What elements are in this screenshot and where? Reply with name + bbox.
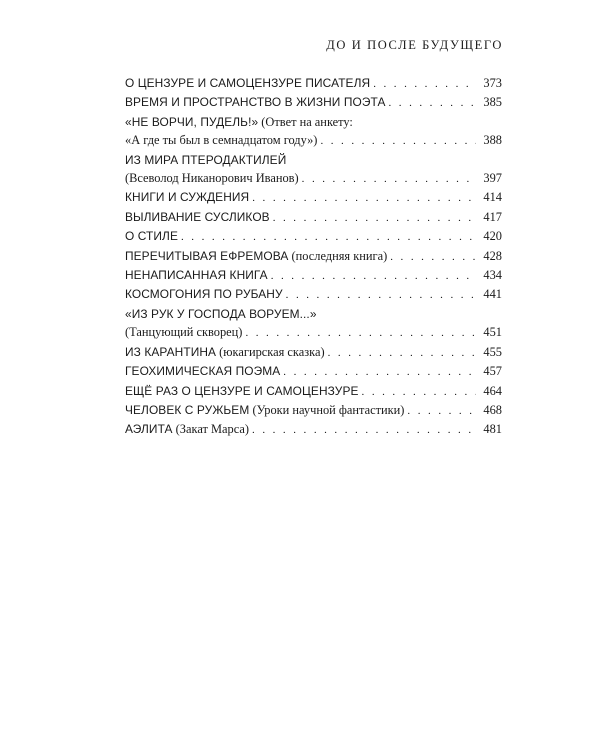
entry-title: ЧЕЛОВЕК С РУЖЬЕМ — [125, 402, 250, 417]
page-number: 451 — [483, 325, 502, 340]
dot-leader — [252, 421, 476, 439]
entry-title: КНИГИ И СУЖДЕНИЯ — [125, 190, 250, 205]
toc-entry[interactable] — [125, 266, 502, 285]
entry-subtitle: (Закат Марса) — [172, 422, 250, 437]
dot-leader — [320, 132, 476, 150]
page-number: 385 — [483, 95, 502, 110]
entry-title: ПЕРЕЧИТЫВАЯ ЕФРЕМОВА — [125, 248, 289, 263]
dot-leader — [373, 75, 476, 93]
page-number: 414 — [483, 190, 502, 205]
entry-title: ВЫЛИВАНИЕ СУСЛИКОВ — [125, 209, 270, 224]
dot-leader — [390, 248, 476, 266]
page-number: 457 — [483, 364, 502, 379]
dot-leader — [286, 286, 476, 304]
toc-entry[interactable] — [125, 343, 502, 362]
toc-entry[interactable] — [125, 113, 502, 151]
page-number: 417 — [483, 209, 502, 224]
entry-title: О СТИЛЕ — [125, 229, 178, 244]
dot-leader — [273, 209, 476, 227]
toc-entry[interactable] — [125, 420, 502, 439]
page-number: 420 — [483, 229, 502, 244]
toc-entry[interactable] — [125, 151, 502, 189]
toc-entry[interactable] — [125, 382, 502, 401]
dot-leader — [388, 94, 476, 112]
toc-entry[interactable] — [125, 208, 502, 227]
entry-title: «ИЗ РУК У ГОСПОДА ВОРУЕМ...» — [125, 306, 317, 321]
toc-entry[interactable] — [125, 74, 502, 93]
entry-title: НЕНАПИСАННАЯ КНИГА — [125, 268, 268, 283]
dot-leader — [181, 228, 476, 246]
entry-title: ГЕОХИМИЧЕСКАЯ ПОЭМА — [125, 364, 281, 379]
entry-subtitle: (Уроки научной фантастики) — [249, 402, 405, 417]
toc-entry[interactable] — [125, 305, 502, 343]
entry-subtitle: (Ответ на анкету: — [258, 114, 353, 129]
dot-leader — [328, 344, 476, 362]
entry-title: ВРЕМЯ И ПРОСТРАНСТВО В ЖИЗНИ ПОЭТА — [125, 95, 386, 110]
entry-title: О ЦЕНЗУРЕ И САМОЦЕНЗУРЕ ПИСАТЕЛЯ — [125, 76, 371, 90]
page-number: 441 — [483, 287, 502, 302]
entry-subtitle-cont: «А где ты был в семнадцатом году») — [125, 133, 318, 148]
entry-title: АЭЛИТА — [125, 422, 173, 437]
page-number: 464 — [483, 383, 502, 398]
entry-title: КОСМОГОНИЯ ПО РУБАНУ — [125, 287, 283, 302]
toc-entry[interactable] — [125, 362, 502, 381]
page-number: 434 — [483, 268, 502, 283]
toc-entry[interactable] — [125, 401, 502, 420]
toc-entry[interactable] — [125, 93, 502, 112]
page-number: 428 — [483, 248, 502, 263]
toc-entry[interactable] — [125, 285, 502, 304]
entry-subtitle: (юкагирская сказка) — [216, 344, 325, 359]
toc-entry[interactable] — [125, 247, 502, 266]
toc-entry[interactable] — [125, 227, 502, 246]
dot-leader — [407, 402, 476, 420]
dot-leader — [252, 189, 476, 207]
entry-title: ЕЩЁ РАЗ О ЦЕНЗУРЕ И САМОЦЕНЗУРЕ — [125, 383, 359, 398]
page-number: 481 — [483, 422, 502, 437]
page-number: 373 — [483, 76, 502, 90]
page-number: 397 — [483, 171, 502, 186]
dot-leader — [283, 363, 476, 381]
page-number: 455 — [483, 344, 502, 359]
dot-leader — [245, 324, 476, 342]
toc-entry[interactable] — [125, 188, 502, 207]
page-number: 388 — [483, 133, 502, 148]
dot-leader — [271, 267, 476, 285]
entry-subtitle-cont: (Танцующий скворец) — [125, 325, 243, 340]
page-number: 468 — [483, 402, 502, 417]
entry-subtitle-cont: (Всеволод Никанорович Иванов) — [125, 171, 299, 186]
entry-title: «НЕ ВОРЧИ, ПУДЕЛЬ!» — [125, 114, 259, 129]
table-of-contents — [125, 74, 502, 440]
dot-leader — [362, 383, 476, 401]
entry-title: ИЗ КАРАНТИНА — [125, 344, 217, 359]
entry-subtitle: (последняя книга) — [288, 248, 388, 263]
dot-leader — [302, 170, 476, 188]
entry-title: ИЗ МИРА ПТЕРОДАКТИЛЕЙ — [125, 152, 287, 167]
running-head: ДО И ПОСЛЕ БУДУЩЕГО — [326, 38, 503, 52]
